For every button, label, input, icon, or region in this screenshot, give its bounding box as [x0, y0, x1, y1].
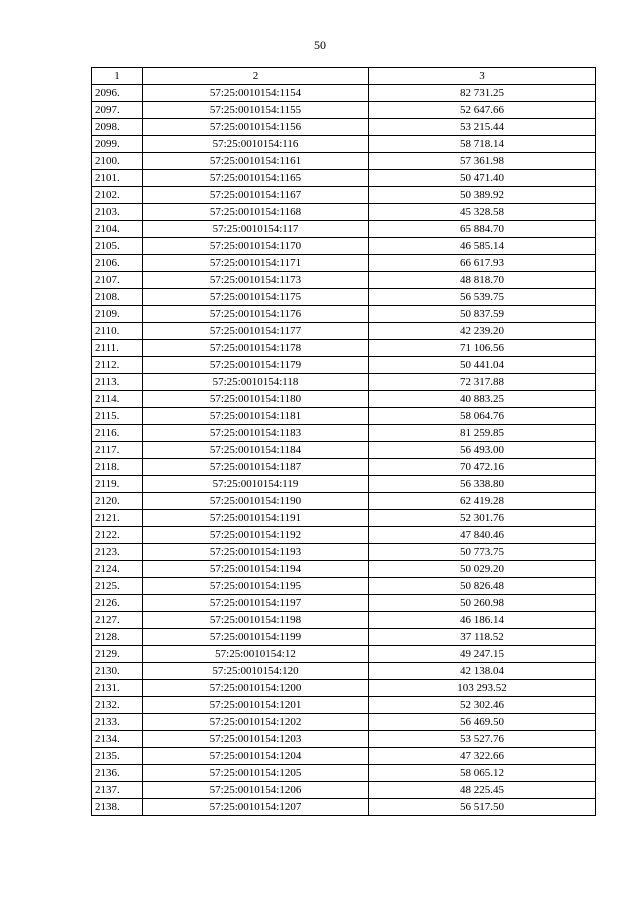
- value-cell: 46 585.14: [369, 238, 596, 255]
- row-number-cell: 2124.: [92, 561, 143, 578]
- row-number-cell: 2135.: [92, 748, 143, 765]
- table-row: [92, 272, 596, 289]
- table-row: [92, 731, 596, 748]
- cadastral-number-cell: 57:25:0010154:120: [143, 663, 369, 680]
- cadastral-number-cell: 57:25:0010154:1176: [143, 306, 369, 323]
- value-cell: 56 539.75: [369, 289, 596, 306]
- cadastral-number-cell: 57:25:0010154:1200: [143, 680, 369, 697]
- row-number-cell: 2100.: [92, 153, 143, 170]
- row-number-cell: 2107.: [92, 272, 143, 289]
- table-row: [92, 340, 596, 357]
- table-row: [92, 799, 596, 816]
- cadastral-number-cell: 57:25:0010154:1194: [143, 561, 369, 578]
- cadastral-number-cell: 57:25:0010154:1167: [143, 187, 369, 204]
- table-row: [92, 680, 596, 697]
- table-row: [92, 595, 596, 612]
- row-number-cell: 2125.: [92, 578, 143, 595]
- row-number-cell: 2114.: [92, 391, 143, 408]
- table-row: [92, 714, 596, 731]
- cadastral-number-cell: 57:25:0010154:12: [143, 646, 369, 663]
- value-cell: 58 064.76: [369, 408, 596, 425]
- table-row: [92, 187, 596, 204]
- table-header: [92, 68, 596, 85]
- cadastral-number-cell: 57:25:0010154:1187: [143, 459, 369, 476]
- table-row: [92, 323, 596, 340]
- cadastral-number-cell: 57:25:0010154:118: [143, 374, 369, 391]
- row-number-cell: 2128.: [92, 629, 143, 646]
- table-row: [92, 629, 596, 646]
- row-number-cell: 2108.: [92, 289, 143, 306]
- data-table: [91, 67, 596, 816]
- table-row: [92, 408, 596, 425]
- table-row: [92, 561, 596, 578]
- row-number-cell: 2104.: [92, 221, 143, 238]
- row-number-cell: 2111.: [92, 340, 143, 357]
- cadastral-number-cell: 57:25:0010154:1195: [143, 578, 369, 595]
- value-cell: 42 239.20: [369, 323, 596, 340]
- row-number-cell: 2134.: [92, 731, 143, 748]
- row-number-cell: 2105.: [92, 238, 143, 255]
- table-row: [92, 646, 596, 663]
- row-number-cell: 2117.: [92, 442, 143, 459]
- cadastral-number-cell: 57:25:0010154:1202: [143, 714, 369, 731]
- table-header-row: [92, 68, 596, 85]
- row-number-cell: 2116.: [92, 425, 143, 442]
- table-row: [92, 612, 596, 629]
- cadastral-number-cell: 57:25:0010154:1178: [143, 340, 369, 357]
- cadastral-number-cell: 57:25:0010154:1179: [143, 357, 369, 374]
- table-row: [92, 153, 596, 170]
- row-number-cell: 2131.: [92, 680, 143, 697]
- table-row: [92, 476, 596, 493]
- value-cell: 57 361.98: [369, 153, 596, 170]
- cadastral-number-cell: 57:25:0010154:1168: [143, 204, 369, 221]
- value-cell: 50 773.75: [369, 544, 596, 561]
- cadastral-number-cell: 57:25:0010154:1198: [143, 612, 369, 629]
- row-number-cell: 2098.: [92, 119, 143, 136]
- value-cell: 45 328.58: [369, 204, 596, 221]
- table-row: [92, 425, 596, 442]
- value-cell: 82 731.25: [369, 85, 596, 102]
- cadastral-number-cell: 57:25:0010154:1156: [143, 119, 369, 136]
- column-header-1: 1: [92, 68, 143, 85]
- value-cell: 53 215.44: [369, 119, 596, 136]
- row-number-cell: 2120.: [92, 493, 143, 510]
- cadastral-number-cell: 57:25:0010154:1181: [143, 408, 369, 425]
- table-row: [92, 493, 596, 510]
- value-cell: 40 883.25: [369, 391, 596, 408]
- cadastral-number-cell: 57:25:0010154:1177: [143, 323, 369, 340]
- row-number-cell: 2126.: [92, 595, 143, 612]
- table-row: [92, 204, 596, 221]
- cadastral-number-cell: 57:25:0010154:1183: [143, 425, 369, 442]
- cadastral-number-cell: 57:25:0010154:1155: [143, 102, 369, 119]
- value-cell: 50 389.92: [369, 187, 596, 204]
- row-number-cell: 2096.: [92, 85, 143, 102]
- value-cell: 50 837.59: [369, 306, 596, 323]
- table-row: [92, 782, 596, 799]
- row-number-cell: 2102.: [92, 187, 143, 204]
- table-row: [92, 765, 596, 782]
- value-cell: 47 840.46: [369, 527, 596, 544]
- cadastral-number-cell: 57:25:0010154:1175: [143, 289, 369, 306]
- value-cell: 56 517.50: [369, 799, 596, 816]
- row-number-cell: 2130.: [92, 663, 143, 680]
- cadastral-number-cell: 57:25:0010154:119: [143, 476, 369, 493]
- cadastral-number-cell: 57:25:0010154:1171: [143, 255, 369, 272]
- row-number-cell: 2099.: [92, 136, 143, 153]
- value-cell: 49 247.15: [369, 646, 596, 663]
- table-row: [92, 289, 596, 306]
- column-header-2: 2: [143, 68, 369, 85]
- value-cell: 56 493.00: [369, 442, 596, 459]
- value-cell: 48 225.45: [369, 782, 596, 799]
- value-cell: 72 317.88: [369, 374, 596, 391]
- value-cell: 103 293.52: [369, 680, 596, 697]
- value-cell: 71 106.56: [369, 340, 596, 357]
- value-cell: 47 322.66: [369, 748, 596, 765]
- row-number-cell: 2115.: [92, 408, 143, 425]
- cadastral-number-cell: 57:25:0010154:117: [143, 221, 369, 238]
- value-cell: 58 718.14: [369, 136, 596, 153]
- cadastral-number-cell: 57:25:0010154:1173: [143, 272, 369, 289]
- table-row: [92, 238, 596, 255]
- cadastral-number-cell: 57:25:0010154:1199: [143, 629, 369, 646]
- table-row: [92, 748, 596, 765]
- value-cell: 50 826.48: [369, 578, 596, 595]
- cadastral-number-cell: 57:25:0010154:1154: [143, 85, 369, 102]
- table-body: [92, 85, 596, 816]
- value-cell: 56 469.50: [369, 714, 596, 731]
- table-row: [92, 442, 596, 459]
- row-number-cell: 2136.: [92, 765, 143, 782]
- table-row: [92, 459, 596, 476]
- value-cell: 65 884.70: [369, 221, 596, 238]
- value-cell: 42 138.04: [369, 663, 596, 680]
- value-cell: 58 065.12: [369, 765, 596, 782]
- value-cell: 53 527.76: [369, 731, 596, 748]
- row-number-cell: 2133.: [92, 714, 143, 731]
- row-number-cell: 2132.: [92, 697, 143, 714]
- page-number: 50: [314, 38, 326, 52]
- row-number-cell: 2129.: [92, 646, 143, 663]
- table-row: [92, 527, 596, 544]
- value-cell: 56 338.80: [369, 476, 596, 493]
- row-number-cell: 2113.: [92, 374, 143, 391]
- cadastral-number-cell: 57:25:0010154:116: [143, 136, 369, 153]
- table-row: [92, 391, 596, 408]
- value-cell: 50 441.04: [369, 357, 596, 374]
- cadastral-number-cell: 57:25:0010154:1206: [143, 782, 369, 799]
- cadastral-number-cell: 57:25:0010154:1201: [143, 697, 369, 714]
- table-row: [92, 663, 596, 680]
- cadastral-number-cell: 57:25:0010154:1205: [143, 765, 369, 782]
- row-number-cell: 2118.: [92, 459, 143, 476]
- value-cell: 50 471.40: [369, 170, 596, 187]
- table-row: [92, 221, 596, 238]
- row-number-cell: 2112.: [92, 357, 143, 374]
- value-cell: 62 419.28: [369, 493, 596, 510]
- table-row: [92, 697, 596, 714]
- cadastral-number-cell: 57:25:0010154:1204: [143, 748, 369, 765]
- cadastral-number-cell: 57:25:0010154:1161: [143, 153, 369, 170]
- table-row: [92, 102, 596, 119]
- row-number-cell: 2137.: [92, 782, 143, 799]
- row-number-cell: 2110.: [92, 323, 143, 340]
- table-row: [92, 119, 596, 136]
- table-row: [92, 374, 596, 391]
- table-row: [92, 357, 596, 374]
- value-cell: 66 617.93: [369, 255, 596, 272]
- table-row: [92, 85, 596, 102]
- cadastral-number-cell: 57:25:0010154:1192: [143, 527, 369, 544]
- value-cell: 50 029.20: [369, 561, 596, 578]
- cadastral-number-cell: 57:25:0010154:1207: [143, 799, 369, 816]
- table-row: [92, 544, 596, 561]
- cadastral-number-cell: 57:25:0010154:1197: [143, 595, 369, 612]
- row-number-cell: 2138.: [92, 799, 143, 816]
- value-cell: 48 818.70: [369, 272, 596, 289]
- cadastral-number-cell: 57:25:0010154:1165: [143, 170, 369, 187]
- table-row: [92, 578, 596, 595]
- value-cell: 37 118.52: [369, 629, 596, 646]
- cadastral-number-cell: 57:25:0010154:1180: [143, 391, 369, 408]
- table-row: [92, 170, 596, 187]
- row-number-cell: 2101.: [92, 170, 143, 187]
- table-row: [92, 306, 596, 323]
- cadastral-number-cell: 57:25:0010154:1193: [143, 544, 369, 561]
- cadastral-number-cell: 57:25:0010154:1203: [143, 731, 369, 748]
- row-number-cell: 2121.: [92, 510, 143, 527]
- cadastral-number-cell: 57:25:0010154:1191: [143, 510, 369, 527]
- column-header-3: 3: [369, 68, 596, 85]
- value-cell: 46 186.14: [369, 612, 596, 629]
- row-number-cell: 2106.: [92, 255, 143, 272]
- cadastral-number-cell: 57:25:0010154:1184: [143, 442, 369, 459]
- table-row: [92, 255, 596, 272]
- row-number-cell: 2122.: [92, 527, 143, 544]
- value-cell: 52 301.76: [369, 510, 596, 527]
- row-number-cell: 2119.: [92, 476, 143, 493]
- row-number-cell: 2123.: [92, 544, 143, 561]
- table-row: [92, 136, 596, 153]
- row-number-cell: 2127.: [92, 612, 143, 629]
- value-cell: 52 302.46: [369, 697, 596, 714]
- value-cell: 52 647.66: [369, 102, 596, 119]
- row-number-cell: 2103.: [92, 204, 143, 221]
- table-row: [92, 510, 596, 527]
- row-number-cell: 2097.: [92, 102, 143, 119]
- value-cell: 81 259.85: [369, 425, 596, 442]
- row-number-cell: 2109.: [92, 306, 143, 323]
- cadastral-number-cell: 57:25:0010154:1190: [143, 493, 369, 510]
- value-cell: 50 260.98: [369, 595, 596, 612]
- cadastral-number-cell: 57:25:0010154:1170: [143, 238, 369, 255]
- value-cell: 70 472.16: [369, 459, 596, 476]
